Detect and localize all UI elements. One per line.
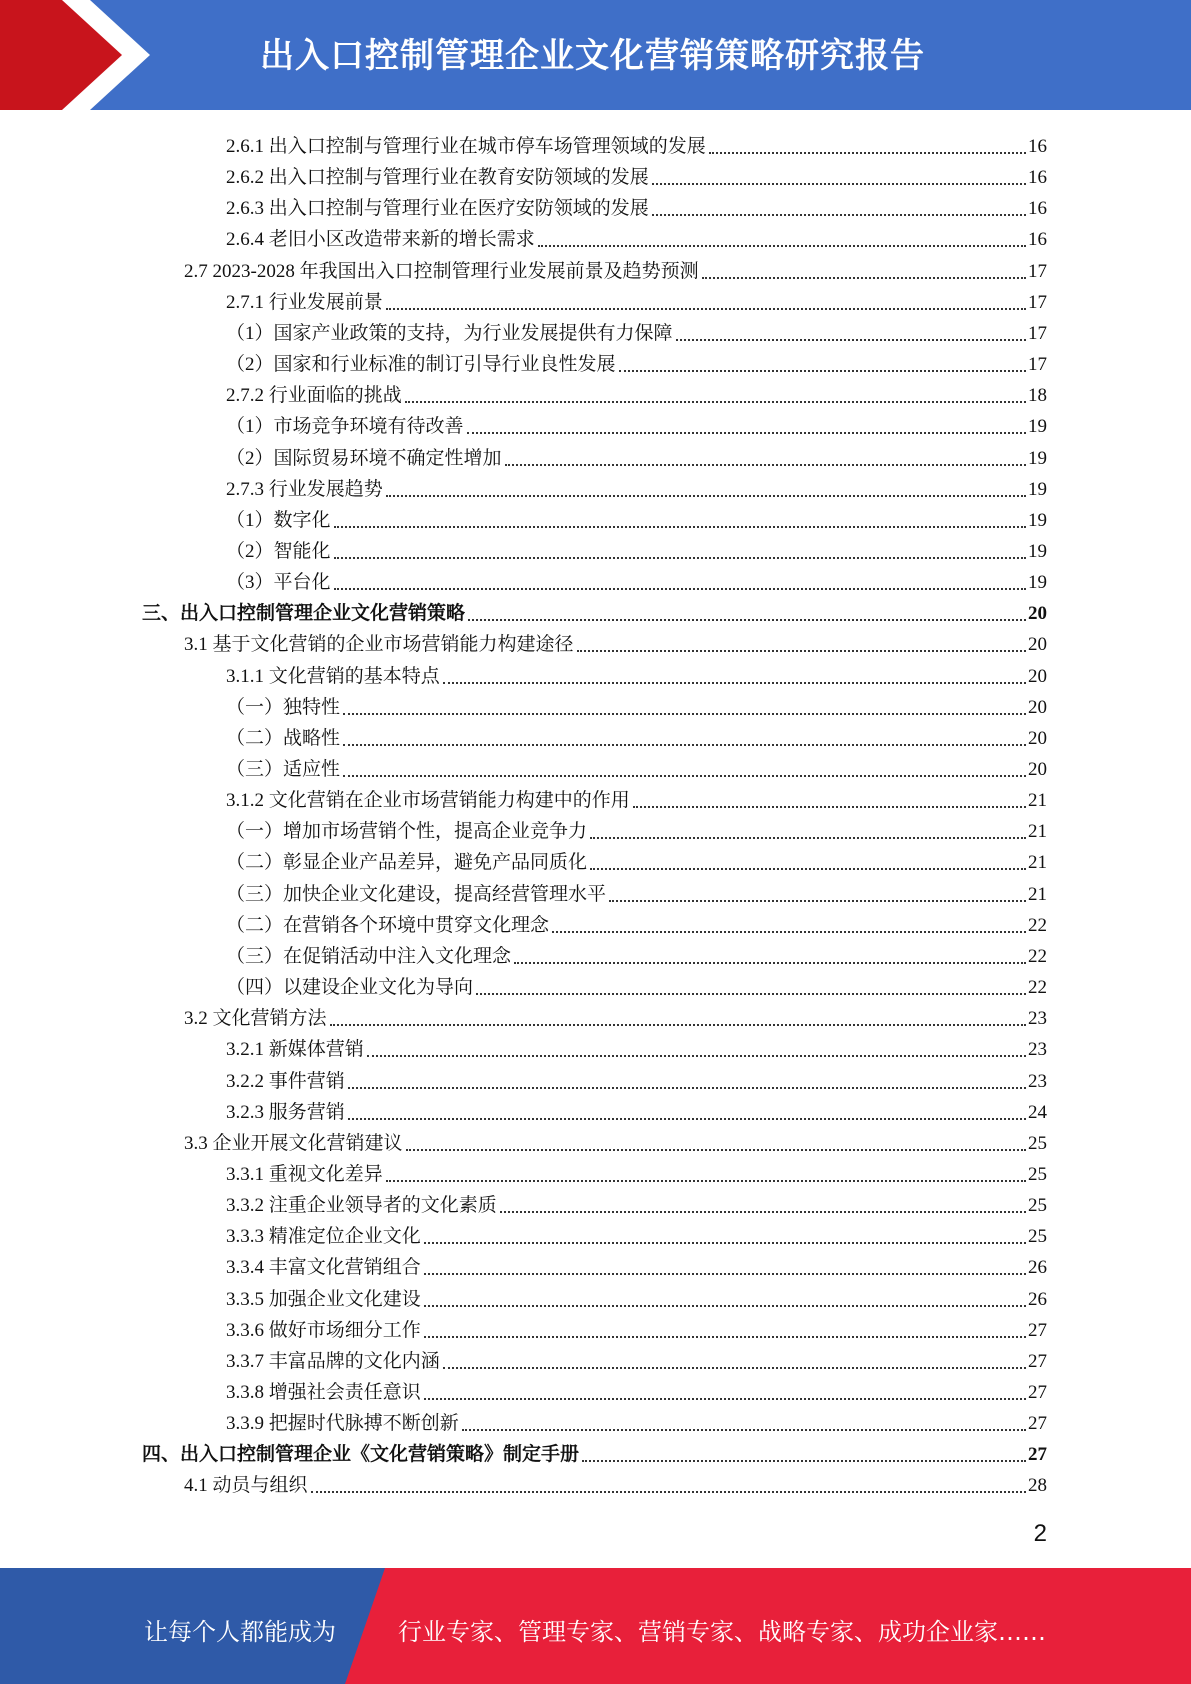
toc-entry-page: 17 <box>1028 354 1047 376</box>
toc-entry-label: （二）战略性 <box>226 727 341 749</box>
toc-entry-label: 2.6.4 老旧小区改造带来新的增长需求 <box>226 229 535 251</box>
toc-dot-leader <box>443 682 1026 684</box>
toc-dot-leader <box>334 526 1026 528</box>
toc-entry-label: （二）在营销各个环境中贯穿文化理念 <box>226 914 550 936</box>
toc-entry-label: 3.3.3 精准定位企业文化 <box>226 1226 421 1248</box>
toc-entry-page: 21 <box>1028 790 1047 812</box>
toc-entry-page: 19 <box>1028 416 1047 438</box>
toc-entry[interactable] <box>226 1312 1047 1343</box>
toc-entry[interactable] <box>226 408 1047 439</box>
toc-entry-page: 21 <box>1028 821 1047 843</box>
toc-entry-page: 23 <box>1028 1070 1047 1092</box>
toc-entry[interactable] <box>226 502 1047 533</box>
toc-entry-label: 3.1 基于文化营销的企业市场营销能力构建途径 <box>184 634 574 656</box>
toc-dot-leader <box>367 1055 1026 1057</box>
toc-entry-label: 2.6.1 出入口控制与管理行业在城市停车场管理领域的发展 <box>226 136 706 157</box>
toc-entry-label: 3.3.5 加强企业文化建设 <box>226 1288 421 1310</box>
toc-entry-label: （2）国际贸易环境不确定性增加 <box>226 447 502 469</box>
toc-dot-leader <box>476 993 1026 995</box>
toc-entry-page: 20 <box>1028 634 1047 656</box>
toc-entry[interactable] <box>226 190 1047 221</box>
toc-entry[interactable] <box>226 813 1047 844</box>
toc-entry-page: 19 <box>1028 509 1047 531</box>
toc-entry-page: 19 <box>1028 447 1047 469</box>
toc-dot-leader <box>590 868 1026 870</box>
toc-entry-label: 3.2.2 事件营销 <box>226 1070 345 1092</box>
toc-entry-label: 2.7.3 行业发展趋势 <box>226 478 383 500</box>
toc-entry-page: 22 <box>1028 945 1047 967</box>
toc-entry[interactable] <box>226 315 1047 346</box>
toc-entry-page: 27 <box>1028 1319 1047 1341</box>
toc-entry[interactable] <box>226 159 1047 190</box>
toc-entry[interactable] <box>184 626 1047 657</box>
toc-entry-label: （1）国家产业政策的支持，为行业发展提供有力保障 <box>226 322 673 344</box>
toc-entry-label: 3.1.1 文化营销的基本特点 <box>226 665 440 687</box>
toc-entry-label: 4.1 动员与组织 <box>184 1475 308 1497</box>
toc-entry-page: 16 <box>1028 198 1047 220</box>
footer-slogan-left: 让每个人都能成为 <box>144 1618 336 1646</box>
toc-entry-label: （一）独特性 <box>226 696 341 718</box>
toc-dot-leader <box>406 1149 1026 1151</box>
toc-entry[interactable] <box>226 1343 1047 1374</box>
toc-entry-page: 24 <box>1028 1101 1047 1123</box>
toc-entry-page: 21 <box>1028 852 1047 874</box>
toc-entry-label: （三）加快企业文化建设，提高经营管理水平 <box>226 883 607 905</box>
toc-entry-page: 17 <box>1028 291 1047 313</box>
toc-entry-label: 3.3.8 增强社会责任意识 <box>226 1382 421 1403</box>
toc-entry-page: 25 <box>1028 1163 1047 1185</box>
toc-dot-leader <box>577 650 1026 652</box>
toc-entry-label: （三）在促销活动中注入文化理念 <box>226 945 512 967</box>
toc-dot-leader <box>676 339 1026 341</box>
toc-dot-leader <box>343 713 1026 715</box>
toc-dot-leader <box>709 152 1026 154</box>
toc-entry[interactable] <box>226 938 1047 969</box>
toc-entry[interactable] <box>226 1281 1047 1312</box>
toc-dot-leader <box>386 308 1026 310</box>
toc-entry-page: 21 <box>1028 883 1047 905</box>
toc-entry-page: 20 <box>1028 759 1047 780</box>
toc-dot-leader <box>590 837 1026 839</box>
toc-entry[interactable] <box>226 1156 1047 1187</box>
toc-entry-label: 3.3.1 重视文化差异 <box>226 1163 383 1185</box>
toc-dot-leader <box>538 245 1026 247</box>
toc-entry-label: （1）市场竞争环境有待改善 <box>226 416 464 438</box>
toc-dot-leader <box>311 1491 1026 1493</box>
toc-entry[interactable] <box>184 1467 1047 1498</box>
toc-entry[interactable] <box>226 782 1047 813</box>
toc-entry[interactable] <box>226 1094 1047 1125</box>
toc-entry[interactable] <box>226 1405 1047 1436</box>
toc-entry-label: 三、出入口控制管理企业文化营销策略 <box>142 603 466 625</box>
toc-dot-leader <box>424 1336 1026 1338</box>
toc-entry-page: 20 <box>1028 603 1047 625</box>
toc-entry-page: 20 <box>1028 696 1047 718</box>
toc-entry-page: 23 <box>1028 1008 1047 1030</box>
toc-entry-label: 3.3.7 丰富品牌的文化内涵 <box>226 1350 440 1372</box>
toc-dot-leader <box>500 1211 1026 1213</box>
toc-entry-label: （2）智能化 <box>226 540 331 562</box>
toc-entry-label: 3.1.2 文化营销在企业市场营销能力构建中的作用 <box>226 790 630 812</box>
toc-entry-label: （二）彰显企业产品差异，避免产品同质化 <box>226 852 588 874</box>
toc-dot-leader <box>330 1024 1026 1026</box>
toc-entry-label: 3.3.9 把握时代脉搏不断创新 <box>226 1413 459 1435</box>
toc-entry-label: 3.3.2 注重企业领导者的文化素质 <box>226 1195 497 1217</box>
toc-dot-leader <box>334 557 1026 559</box>
toc-entry-page: 19 <box>1028 572 1047 594</box>
page-number: 2 <box>1033 1520 1047 1547</box>
toc-entry[interactable] <box>142 595 1047 626</box>
toc-entry-label: （四）以建设企业文化为导向 <box>226 977 474 999</box>
toc-entry-page: 18 <box>1028 385 1047 407</box>
toc-entry-page: 16 <box>1028 136 1047 157</box>
toc-dot-leader <box>505 464 1026 466</box>
toc-entry-label: （一）增加市场营销个性，提高企业竞争力 <box>226 821 588 843</box>
toc-entry[interactable] <box>226 221 1047 252</box>
toc-entry-label: 3.2 文化营销方法 <box>184 1008 327 1030</box>
toc-entry[interactable] <box>226 471 1047 502</box>
toc-entry[interactable] <box>226 377 1047 408</box>
toc-dot-leader <box>467 432 1026 434</box>
toc-entry-label: 2.6.3 出入口控制与管理行业在医疗安防领域的发展 <box>226 198 649 220</box>
toc-dot-leader <box>582 1460 1026 1462</box>
toc-entry[interactable] <box>184 1125 1047 1156</box>
toc-dot-leader <box>343 775 1026 777</box>
toc-entry-label: （3）平台化 <box>226 572 331 594</box>
toc-entry-page: 25 <box>1028 1132 1047 1154</box>
toc-entry[interactable] <box>226 689 1047 720</box>
toc-entry[interactable] <box>226 1063 1047 1094</box>
toc-entry-label: 2.7.2 行业面临的挑战 <box>226 385 402 407</box>
report-title: 出入口控制管理企业文化营销策略研究报告 <box>260 36 925 76</box>
toc-entry-page: 23 <box>1028 1039 1047 1061</box>
toc-entry-page: 27 <box>1028 1382 1047 1403</box>
toc-entry[interactable] <box>184 253 1047 284</box>
toc-entry-page: 25 <box>1028 1226 1047 1248</box>
toc-entry-page: 16 <box>1028 229 1047 251</box>
toc-dot-leader <box>702 277 1026 279</box>
toc-entry[interactable] <box>142 1436 1047 1467</box>
toc-entry[interactable] <box>226 720 1047 751</box>
toc-entry[interactable] <box>184 1000 1047 1031</box>
toc-entry[interactable] <box>226 440 1047 471</box>
footer-slogan-right: 行业专家、管理专家、营销专家、战略专家、成功企业家…… <box>398 1618 1046 1646</box>
toc-entry[interactable] <box>226 844 1047 875</box>
toc-entry[interactable] <box>226 564 1047 595</box>
toc-entry-page: 28 <box>1028 1475 1047 1497</box>
toc-dot-leader <box>348 1118 1026 1120</box>
toc-entry-label: 四、出入口控制管理企业《文化营销策略》制定手册 <box>142 1444 580 1466</box>
toc-entry[interactable] <box>226 907 1047 938</box>
toc-entry-page: 27 <box>1028 1350 1047 1372</box>
toc-entry-label: 2.7.1 行业发展前景 <box>226 291 383 313</box>
toc-entry-page: 26 <box>1028 1288 1047 1310</box>
toc-dot-leader <box>652 214 1026 216</box>
toc-entry-label: 2.6.2 出入口控制与管理行业在教育安防领域的发展 <box>226 167 649 189</box>
toc-dot-leader <box>348 1087 1026 1089</box>
toc-entry-label: （1）数字化 <box>226 509 331 531</box>
toc-entry-label: 3.2.1 新媒体营销 <box>226 1039 364 1061</box>
toc-entry-page: 27 <box>1028 1444 1047 1466</box>
toc-entry[interactable] <box>226 658 1047 689</box>
toc-entry[interactable] <box>226 1187 1047 1218</box>
toc-entry-label: 3.3 企业开展文化营销建议 <box>184 1132 403 1154</box>
toc-dot-leader <box>386 1180 1026 1182</box>
toc-entry[interactable] <box>226 533 1047 564</box>
toc-entry-label: 3.3.4 丰富文化营销组合 <box>226 1257 421 1279</box>
toc-dot-leader <box>514 962 1026 964</box>
toc-entry-label: 3.2.3 服务营销 <box>226 1101 345 1123</box>
toc-entry-label: （三）适应性 <box>226 759 341 780</box>
toc-entry[interactable] <box>226 876 1047 907</box>
toc-dot-leader <box>443 1367 1026 1369</box>
toc-dot-leader <box>424 1273 1026 1275</box>
toc-entry-page: 20 <box>1028 665 1047 687</box>
toc-entry[interactable] <box>226 969 1047 1000</box>
toc-dot-leader <box>405 401 1026 403</box>
toc-entry-label: （2）国家和行业标准的制订引导行业良性发展 <box>226 354 616 376</box>
toc-entry[interactable] <box>226 1218 1047 1249</box>
toc-entry[interactable] <box>226 346 1047 377</box>
toc-entry-page: 26 <box>1028 1257 1047 1279</box>
toc-dot-leader <box>424 1398 1026 1400</box>
toc-entry-page: 19 <box>1028 478 1047 500</box>
toc-dot-leader <box>619 370 1026 372</box>
toc-entry-page: 20 <box>1028 727 1047 749</box>
toc-dot-leader <box>424 1305 1026 1307</box>
toc-entry-page: 16 <box>1028 167 1047 189</box>
toc-dot-leader <box>462 1429 1026 1431</box>
toc-dot-leader <box>609 900 1026 902</box>
toc-entry-page: 19 <box>1028 540 1047 562</box>
toc-entry[interactable] <box>226 128 1047 159</box>
toc-entry[interactable] <box>226 1374 1047 1405</box>
toc-entry[interactable] <box>226 284 1047 315</box>
page-header <box>0 0 1191 110</box>
toc-dot-leader <box>343 744 1026 746</box>
toc-dot-leader <box>652 183 1026 185</box>
toc-dot-leader <box>468 619 1026 621</box>
toc-entry[interactable] <box>226 1249 1047 1280</box>
toc-entry[interactable] <box>226 751 1047 782</box>
toc-dot-leader <box>334 588 1026 590</box>
toc-dot-leader <box>386 495 1026 497</box>
toc-entry-page: 17 <box>1028 322 1047 344</box>
toc-entry-page: 17 <box>1028 260 1047 282</box>
toc-dot-leader <box>633 806 1026 808</box>
toc-entry[interactable] <box>226 1031 1047 1062</box>
toc-entry-label: 2.7 2023-2028 年我国出入口控制管理行业发展前景及趋势预测 <box>184 260 699 282</box>
toc-entry-page: 27 <box>1028 1413 1047 1435</box>
toc-dot-leader <box>552 931 1026 933</box>
toc-entry-label: 3.3.6 做好市场细分工作 <box>226 1319 421 1341</box>
toc-entry-page: 22 <box>1028 977 1047 999</box>
toc-entry-page: 22 <box>1028 914 1047 936</box>
toc-entry-page: 25 <box>1028 1195 1047 1217</box>
page-footer <box>0 1568 1191 1684</box>
toc-dot-leader <box>424 1242 1026 1244</box>
